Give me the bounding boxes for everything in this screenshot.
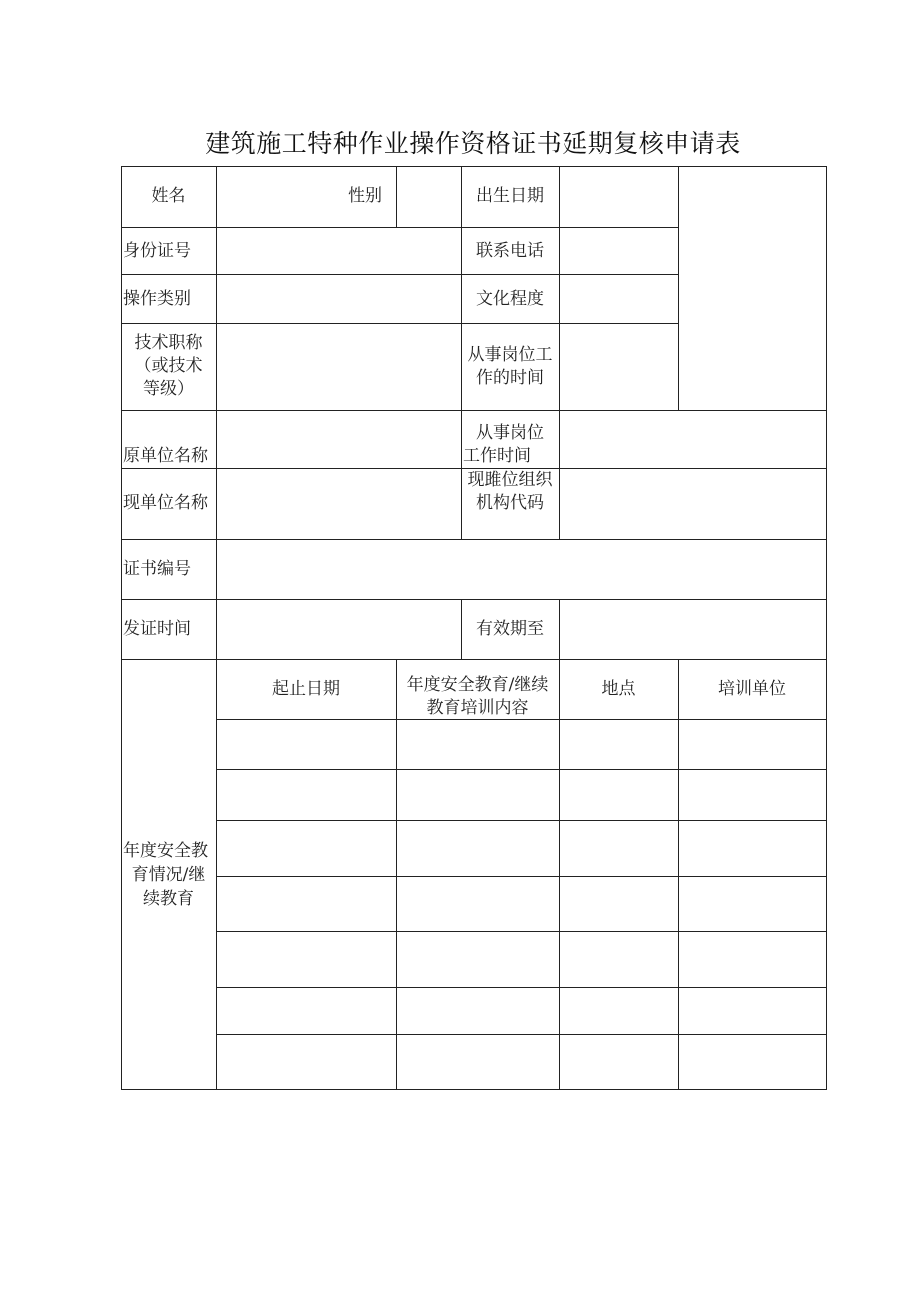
phone-label: 联系电话 <box>476 241 544 261</box>
grid-line <box>559 599 560 1090</box>
post-years-label-line2: 作的时间 <box>476 368 544 388</box>
name-label: 姓名 <box>151 186 186 206</box>
curr-unit-label: 现单位名称 <box>123 493 208 513</box>
training-label-line3: 续教育 <box>143 889 194 909</box>
curr-unit-field[interactable] <box>217 469 461 539</box>
operation-category-label: 操作类别 <box>123 289 191 309</box>
grid-line <box>216 820 827 821</box>
header-place: 地点 <box>601 679 636 699</box>
operation-category-field[interactable] <box>217 275 461 323</box>
issue-time-label: 发证时间 <box>123 619 191 639</box>
tech-title-label-line3: 等级） <box>143 379 194 399</box>
grid-line <box>121 659 827 660</box>
gender-label: 性别 <box>348 186 382 206</box>
cert-no-field[interactable] <box>217 540 826 599</box>
header-period: 起止日期 <box>272 679 340 699</box>
post-time-label-line2: 工作时间 <box>463 446 531 466</box>
post-years-field[interactable] <box>560 324 678 410</box>
tech-title-label-line1: 技术职称 <box>134 333 203 353</box>
header-unit: 培训单位 <box>718 679 786 699</box>
orig-unit-field[interactable] <box>217 411 461 468</box>
education-level-label: 文化程度 <box>476 289 544 309</box>
tech-title-field[interactable] <box>217 324 461 410</box>
grid-line <box>216 1034 827 1035</box>
grid-line <box>396 659 397 1090</box>
birth-date-field[interactable] <box>560 167 678 227</box>
training-label-line1: 年度安全教 <box>123 841 208 861</box>
grid-line <box>121 166 122 1090</box>
form-title: 建筑施工特种作业操作资格证书延期复核申请表 <box>205 129 741 158</box>
cert-no-label: 证书编号 <box>123 559 191 579</box>
post-years-label-line1: 从事岗位工 <box>467 345 553 365</box>
tech-title-label-line2: （或技术 <box>134 356 203 376</box>
header-content-line2: 教育培训内容 <box>426 698 529 718</box>
id-number-label: 身份证号 <box>123 241 191 261</box>
grid-line <box>121 1089 827 1090</box>
issue-time-field[interactable] <box>217 600 461 659</box>
phone-field[interactable] <box>560 228 678 274</box>
id-number-field[interactable] <box>217 228 461 274</box>
education-level-field[interactable] <box>560 275 678 323</box>
training-label-line2: 育情况/继 <box>131 865 206 885</box>
header-content-line1: 年度安全教育/继续 <box>406 675 549 695</box>
grid-line <box>216 876 827 877</box>
valid-until-label: 有效期至 <box>476 619 544 639</box>
valid-until-field[interactable] <box>560 600 826 659</box>
post-time-field[interactable] <box>560 411 826 468</box>
org-code-field[interactable] <box>560 469 826 539</box>
grid-line <box>826 166 827 1090</box>
orig-unit-label: 原单位名称 <box>123 446 208 466</box>
grid-line <box>678 659 679 1090</box>
gender-field[interactable] <box>397 167 461 227</box>
grid-line <box>216 931 827 932</box>
org-code-label-line1: 现雎位组织 <box>467 470 553 490</box>
post-time-label-line1: 从事岗位 <box>476 423 544 443</box>
name-field[interactable] <box>217 167 337 227</box>
grid-line <box>216 987 827 988</box>
photo-area[interactable] <box>679 167 826 410</box>
grid-line <box>216 769 827 770</box>
birth-date-label: 出生日期 <box>476 186 544 206</box>
org-code-label-line2: 机构代码 <box>476 493 544 513</box>
